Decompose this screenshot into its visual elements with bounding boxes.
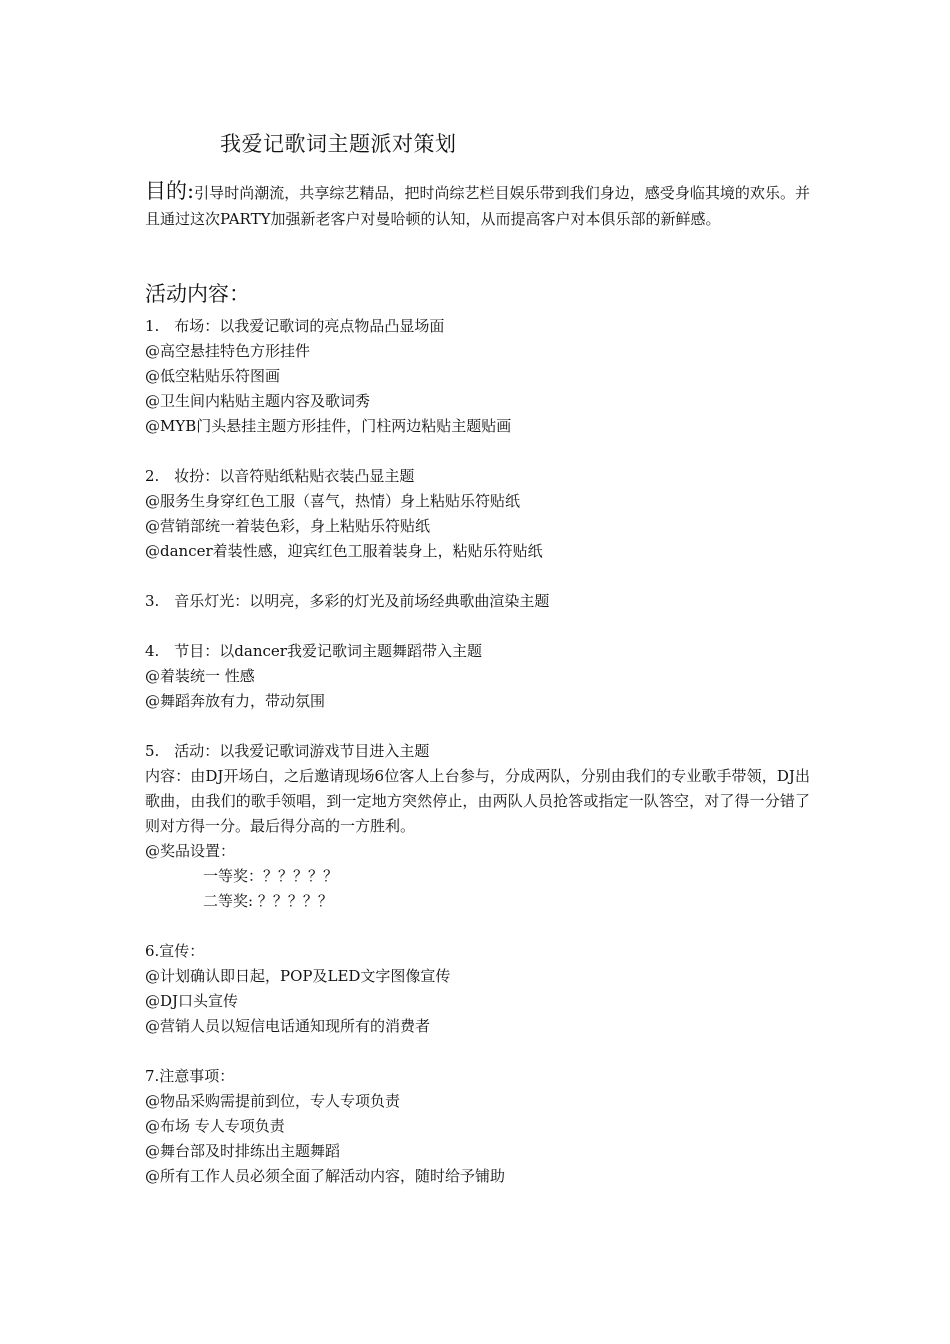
section-5-description: 内容：由DJ开场白，之后邀请现场6位客人上台参与，分成两队，分别由我们的专业歌手带领，DJ出歌曲，由我们的歌手领唱，到一定地方突然停止，由两队人员抢答或指定一队答空，对了得一分错了则对方得一分。最后得分高的一方胜利。 <box>145 767 810 835</box>
list-item: @计划确认即日起，POP及LED文字图像宣传 <box>145 967 451 985</box>
list-item: @着装统一 性感 <box>145 667 255 685</box>
spacer <box>145 614 810 639</box>
section-4-heading: 4. 节目：以dancer我爱记歌词主题舞蹈带入主题 <box>145 642 482 660</box>
spacer <box>145 914 810 939</box>
section-5-heading: 5. 活动：以我爱记歌词游戏节目进入主题 <box>145 742 430 760</box>
list-item: @dancer着装性感，迎宾红色工服着装身上，粘贴乐符贴纸 <box>145 542 543 560</box>
list-item: @舞蹈奔放有力，带动氛围 <box>145 692 326 710</box>
purpose-heading: 目的: <box>145 179 195 203</box>
section-7-heading: 7.注意事项： <box>145 1067 235 1085</box>
purpose-paragraph <box>145 178 810 232</box>
spacer <box>145 714 810 739</box>
first-prize: 一等奖：？？？？？ <box>203 867 339 885</box>
list-item: @所有工作人员必须全面了解活动内容，随时给予铺助 <box>145 1167 506 1185</box>
list-item: @物品采购需提前到位，专人专项负责 <box>145 1092 401 1110</box>
second-prize: 二等奖: ？？？？？ <box>203 892 333 910</box>
section-3-heading: 3. 音乐灯光：以明亮，多彩的灯光及前场经典歌曲渲染主题 <box>145 592 550 610</box>
section-2-heading: 2. 妆扮：以音符贴纸粘贴衣装凸显主题 <box>145 467 415 485</box>
spacer <box>145 439 810 464</box>
list-item: @服务生身穿红色工服（喜气，热情）身上粘贴乐符贴纸 <box>145 492 521 510</box>
activity-content <box>145 314 810 1189</box>
list-item: @卫生间内粘贴主题内容及歌词秀 <box>145 392 371 410</box>
document-title: 我爱记歌词主题派对策划 <box>220 132 457 156</box>
prize-label: @奖品设置： <box>145 842 236 860</box>
spacer <box>145 564 810 589</box>
purpose-text: 引导时尚潮流，共享综艺精品，把时尚综艺栏目娱乐带到我们身边，感受身临其境的欢乐。并且通过这次PARTY加强新老客户对曼哈顿的认知，从而提高客户对本俱乐部的新鲜感。 <box>145 184 810 228</box>
list-item: @低空粘贴乐符图画 <box>145 367 281 385</box>
section-1-heading: 1. 布场：以我爱记歌词的亮点物品凸显场面 <box>145 317 445 335</box>
list-item: @DJ口头宣传 <box>145 992 239 1010</box>
content-heading: 活动内容： <box>145 282 250 306</box>
list-item: @营销人员以短信电话通知现所有的消费者 <box>145 1017 431 1035</box>
section-6-heading: 6.宣传： <box>145 942 205 960</box>
list-item: @MYB门头悬挂主题方形挂件，门柱两边粘贴主题贴画 <box>145 417 512 435</box>
list-item: @营销部统一着装色彩，身上粘贴乐符贴纸 <box>145 517 431 535</box>
list-item: @高空悬挂特色方形挂件 <box>145 342 311 360</box>
spacer <box>145 1039 810 1064</box>
list-item: @舞台部及时排练出主题舞蹈 <box>145 1142 341 1160</box>
list-item: @布场 专人专项负责 <box>145 1117 285 1135</box>
